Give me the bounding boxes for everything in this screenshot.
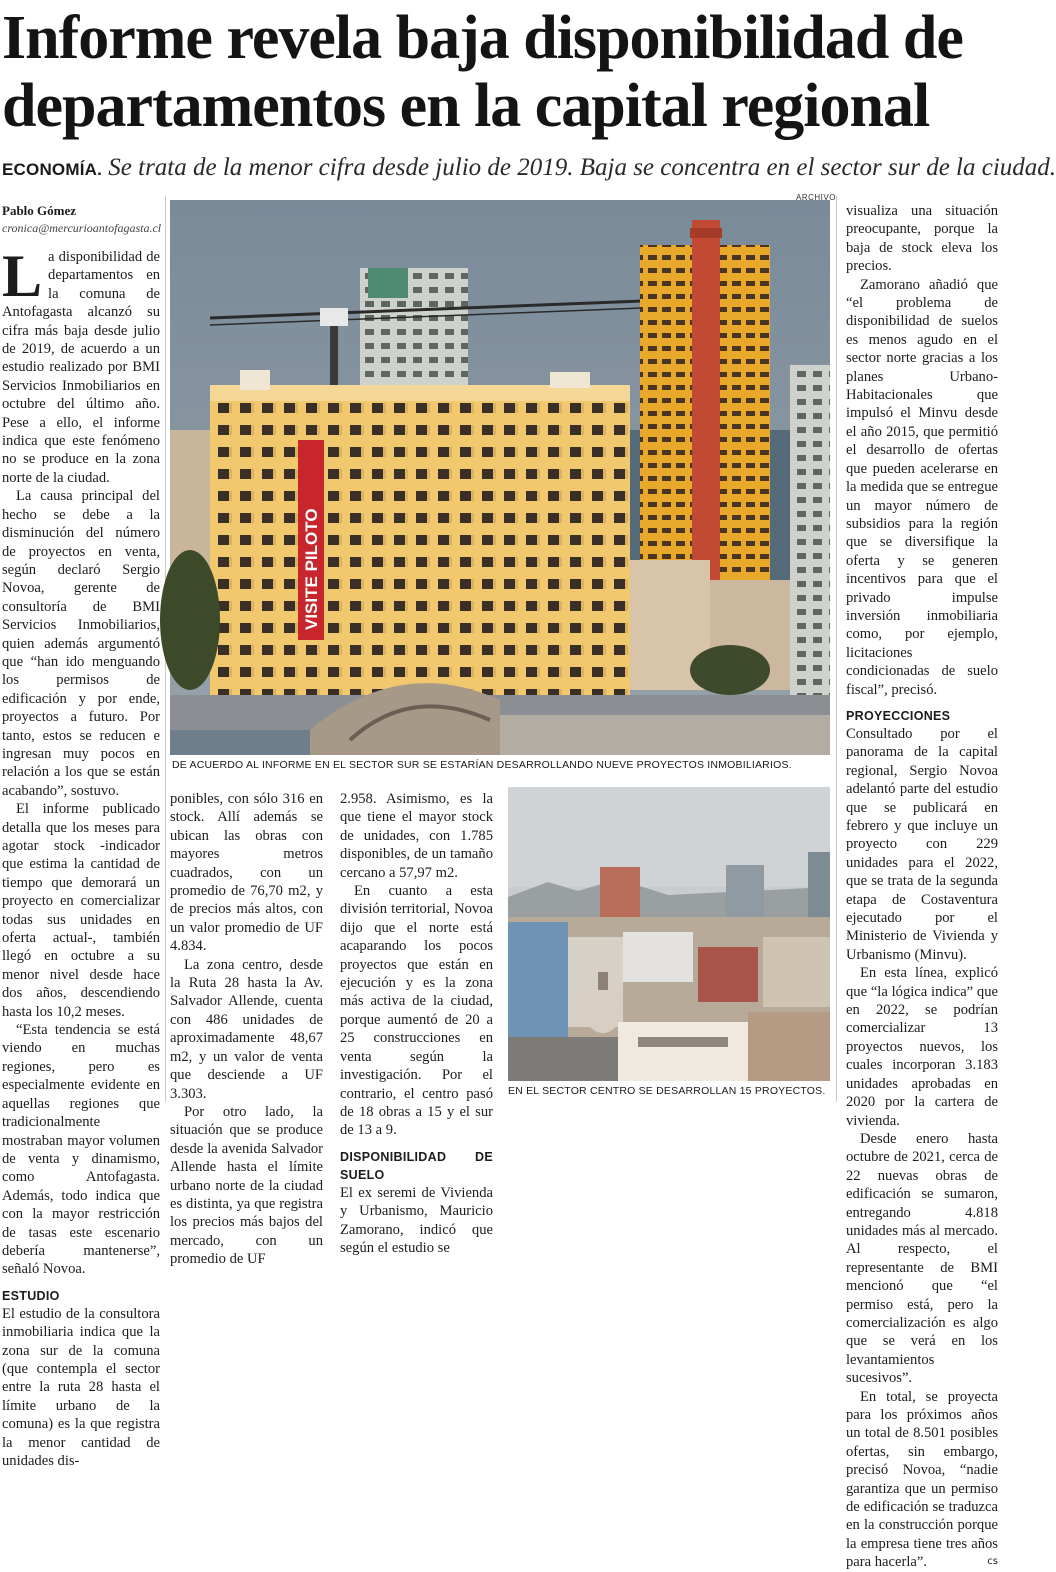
paragraph: La zona centro, desde la Ruta 28 hasta la Av. Salvador Allende, cuenta con 486 unidades de aproximadamente 48,67 m2, y un valor de venta que desciende a UF 3.303. [170, 956, 323, 1102]
paragraph: Desde enero hasta octubre de 2021, cerca de 22 nuevas obras de edificación se sumaron, entregando 4.818 unidades más al mercado. Al respecto, el representante de BMI mencionó que “el permiso está, pero la comercialización es algo que se verá en los levantamientos sucesivos”. [846, 1130, 998, 1387]
column-3 [340, 790, 493, 1256]
column-2 [170, 790, 323, 1268]
column-divider [836, 196, 837, 1102]
column-4 [846, 202, 998, 1571]
paragraph: El informe publicado detalla que los meses para agotar stock -indicador que estima la cantidad de tiempo que demorará un proyecto en comercializar todas sus unidades en oferta actual-, también llegó en octubre a su menor nivel desde hace dos años, descendiendo hasta los 10,2 meses. [2, 801, 160, 1020]
paragraph: ponibles, con sólo 316 en stock. Allí además se ubican las obras con mayores metros cuadrados, con un promedio de 76,70 m2, y de precios más altos, con un valor promedio de UF 4.834. [170, 791, 323, 955]
end-mark: cs [987, 1556, 998, 1568]
dropcap: L [2, 243, 43, 309]
author-email[interactable]: cronica@mercurioantofagasta.cl [2, 221, 162, 235]
intro-paragraph: La disponibilidad de departamentos en la comuna de Antofagasta alcanzó su cifra más baja desde julio de 2019, de acuerdo a un estudio realizado por BMI Servicios Inmobiliarios en octubre del último año. Pese a ello, el informe indica que este fenómeno no se produce en la zona norte de la ciudad. [2, 243, 160, 486]
paragraph: El ex seremi de Vivienda y Urbanismo, Mauricio Zamorano, indicó que según el estudio se [340, 1184, 493, 1256]
paragraph: “Esta tendencia se está viendo en muchas regiones, pero es especialmente evidente en aquellas regiones que tradicionalmente mostraban mayor volumen de venta y dinamismo, como Antofagasta. Además, todo indica que con la mayor restricción de tasas este escenario debería mantenerse”, señaló Novoa. [2, 1022, 160, 1278]
buildings-photo-illustration [170, 200, 830, 755]
author-name: Pablo Gómez [2, 203, 77, 218]
banner-text: VISITE PILOTO [302, 508, 321, 630]
paragraph: En esta línea, explicó que “la lógica indica” que en 2022, se podrían comercializar 13 proyectos nuevos, los cuales incorporan 3.183 unidades aprobadas en 2020 por la cartera de vivienda. [846, 965, 998, 1129]
byline [2, 202, 160, 236]
paragraph: Consultado por el panorama de la capital regional, Sergio Novoa adelantó parte del estudio que se publicará en febrero y que incluye un proyecto con 229 unidades para el 2022, que se trata de la segunda etapa de Costaventura ejecutado por el Ministerio de Vivienda y Urbanismo (Minvu). [846, 725, 998, 963]
subheadline: Se trata de la menor cifra desde julio de 2019. Baja se concentra en el sector sur de la ciudad. [108, 154, 1056, 181]
headline: Informe revela baja disponibilidad de departamentos en la capital regional [2, 4, 963, 140]
section-label: ECONOMÍA. [2, 160, 103, 179]
city-center-photo-illustration [508, 787, 830, 1081]
paragraph: El estudio de la consultora inmobiliaria indica que la zona sur de la comuna (que contempla el sector entre la ruta 28 hasta el límite urbano de la comuna) es la que registra la menor cantidad de unidades dis- [2, 1305, 160, 1469]
photo-main-caption: DE ACUERDO AL INFORME EN EL SECTOR SUR SE ESTARÍAN DESARROLLANDO NUEVE PROYECTOS INMOBILIARIOS. [172, 759, 792, 771]
subhead-estudio: ESTUDIO [2, 1288, 60, 1303]
deck [2, 152, 1056, 186]
photo-main [170, 200, 830, 755]
photo-second [508, 787, 830, 1081]
paragraph: Por otro lado, la situación que se produce desde la avenida Salvador Allende hasta el límite urbano norte de la ciudad es distinta, ya que registra los precios más bajos del mercado, con un promedio de UF [170, 1103, 323, 1268]
paragraph: En cuanto a esta división territorial, Novoa dijo que el norte está acaparando los pocos proyectos que están en ejecución y es la zona más activa de la ciudad, porque aumentó de 20 a 25 construcciones en venta según la investigación. Por el contrario, el centro pasó de 18 obras a 15 y el sur de 13 a 9. [340, 883, 493, 1139]
paragraph: 2.958. Asimismo, es la que tiene el mayor stock de unidades, con 1.785 disponibles, de un tamaño cercano a 57,97 m2. [340, 791, 493, 881]
paragraph: La causa principal del hecho se debe a la disminución del número de proyectos en venta, según declaró Sergio Novoa, gerente de consultoría de BMI Servicios Inmobiliarios, quien además argumentó que “han ido menguando los permisos de edificación y por ende, proyectos a futuro. Por tanto, estos se reducen e ingresan muy pocos en relación a los que se están acabando”, sostuvo. [2, 488, 160, 799]
subhead-proyecciones: PROYECCIONES [846, 708, 951, 723]
photo-credit: ARCHIVO [796, 193, 836, 202]
paragraph: En total, se proyecta para los próximos años un total de 8.501 posibles ofertas, sin embargo, precisó Novoa, “nadie garantiza que un permiso de edificación se traduzca en la construcción porque la empresa tiene tres años para hacerla”. cs [846, 1388, 998, 1571]
subhead-disponibilidad: DISPONIBILIDAD DE SUELO [340, 1149, 493, 1182]
paragraph: Zamorano añadió que “el problema de disponibilidad de suelos es menos agudo en el sector norte gracias a los planes Urbano-Habitacionales que impulsó el Minvu desde el año 2015, que permitió el desarrollo de ofertas que pueden acelerarse en la medida que se entregue un mayor número de subsidios para la región que se diversifique la oferta y se generen incentivos para que el privado impulse inversión inmobiliaria como, por ejemplo, licitaciones condicionadas de suelo fiscal”, precisó. [846, 276, 998, 698]
column-1 [2, 202, 162, 1469]
paragraph: visualiza una situación preocupante, porque la baja de stock eleva los precios. [846, 203, 998, 275]
photo-second-caption: EN EL SECTOR CENTRO SE DESARROLLAN 15 PROYECTOS. [508, 1085, 826, 1097]
